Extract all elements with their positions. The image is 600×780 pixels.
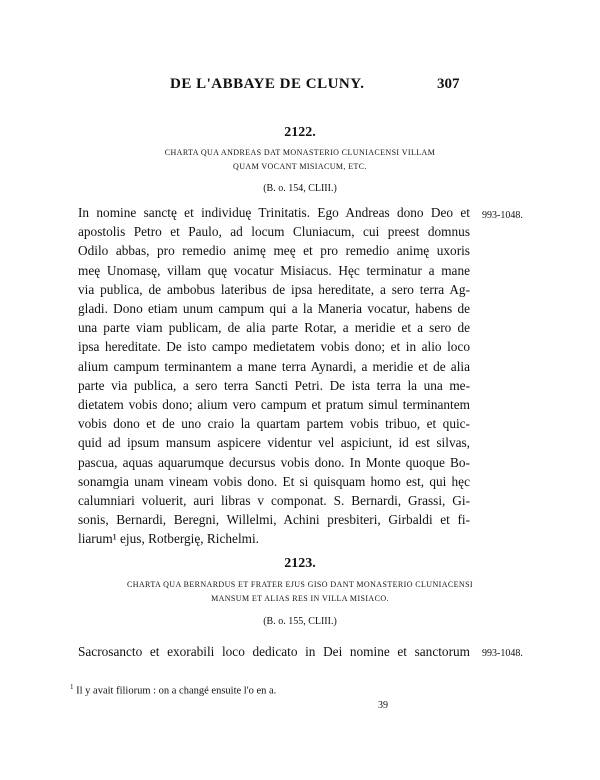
footnote-marker: 1 [70, 683, 74, 691]
charter-text [78, 642, 470, 661]
text-line: alium campum terminantem a mane terra Aynardi, a meridie et de alia [78, 358, 470, 374]
text-line: ipsa hereditate. De isto campo medietatem vobis dono; et in alio loco [78, 339, 470, 355]
caption-line: QUAM VOCANT MISIACUM, ETC. [233, 162, 367, 171]
text-line: vobis dono et de uno craio la quartam partem vobis tribuo, et quic- [78, 416, 470, 432]
text-line: calumniari voluerit, auri libras v componat. S. Bernardi, Grassi, Gi- [78, 493, 470, 509]
margin-date: 993-1048. [482, 210, 523, 221]
margin-date: 993-1048. [482, 648, 523, 659]
text-line: meę Unomasę, villam quę vocatur Misiacus. Hęc terminatur a mane [78, 262, 470, 278]
running-title: DE L'ABBAYE DE CLUNY. [170, 76, 365, 92]
charter-reference: (B. o. 155, CLIII.) [263, 616, 337, 627]
text-line: sonamgia unam vineam vobis dono. Et si quisquam homo est, qui hęc [78, 473, 470, 489]
caption-line: CHARTA QUA ANDREAS DAT MONASTERIO CLUNIACENSI VILLAM [164, 148, 436, 157]
charter-reference: (B. o. 154, CLIII.) [263, 183, 337, 194]
charter-number: 2123. [284, 556, 316, 571]
charter-caption [60, 578, 540, 606]
page-number: 307 [437, 76, 460, 92]
text-line: liarum¹ ejus, Rotbergię, Richelmi. [78, 531, 260, 547]
caption-line: MANSUM ET ALIAS RES IN VILLA MISIACO. [211, 594, 389, 603]
text-line: pascua, aquas aquarumque decursus vobis dono. In Monte quoque Bo- [78, 454, 470, 470]
charter-caption [60, 146, 540, 174]
footnote [70, 683, 276, 697]
text-line: apostolis Petro et Paulo, ad locum Cluniacum, cui preest domnus [78, 224, 470, 240]
charter-number: 2122. [284, 125, 316, 140]
text-line: quid ad ipsum mansum aspicere videntur vel aspiciunt, id est silvas, [78, 435, 470, 451]
charter-text [78, 203, 470, 549]
text-line: sonis, Bernardi, Beregni, Willelmi, Achini presbiteri, Girbaldi et fi- [78, 512, 470, 528]
text-line: via publica, de ambobus lateribus de ipsa hereditate, a sero terra Ag- [78, 281, 470, 297]
footnote-text: Il y avait filiorum : on a changé ensuite l'o en a. [76, 685, 277, 697]
text-line: Odilo abbas, pro remedio animę meę et pro remedio animę uxoris [78, 243, 470, 259]
text-line: Sacrosancto et exorabili loco dedicato in Dei nomine et sanctorum [78, 644, 470, 659]
signature-mark: 39 [378, 700, 388, 711]
text-line: una parte viam publicam, de alia parte Rotar, a meridie et a sero de [78, 320, 470, 336]
text-line: gladi. Dono etiam unum campum qui a la Maneria vocatur, habens de [78, 301, 470, 317]
text-line: dietatem vobis dono; alium vero campum et pratum simul terminantem [78, 397, 470, 413]
text-line: parte via publica, a sero terra Sancti Petri. De ista terra la una me- [78, 377, 470, 393]
caption-line: CHARTA QUA BERNARDUS ET FRATER EJUS GISO DANT MONASTERIO CLUNIACENSI [126, 580, 474, 589]
text-line: In nomine sanctę et individuę Trinitatis. Ego Andreas dono Deo et [78, 205, 470, 220]
